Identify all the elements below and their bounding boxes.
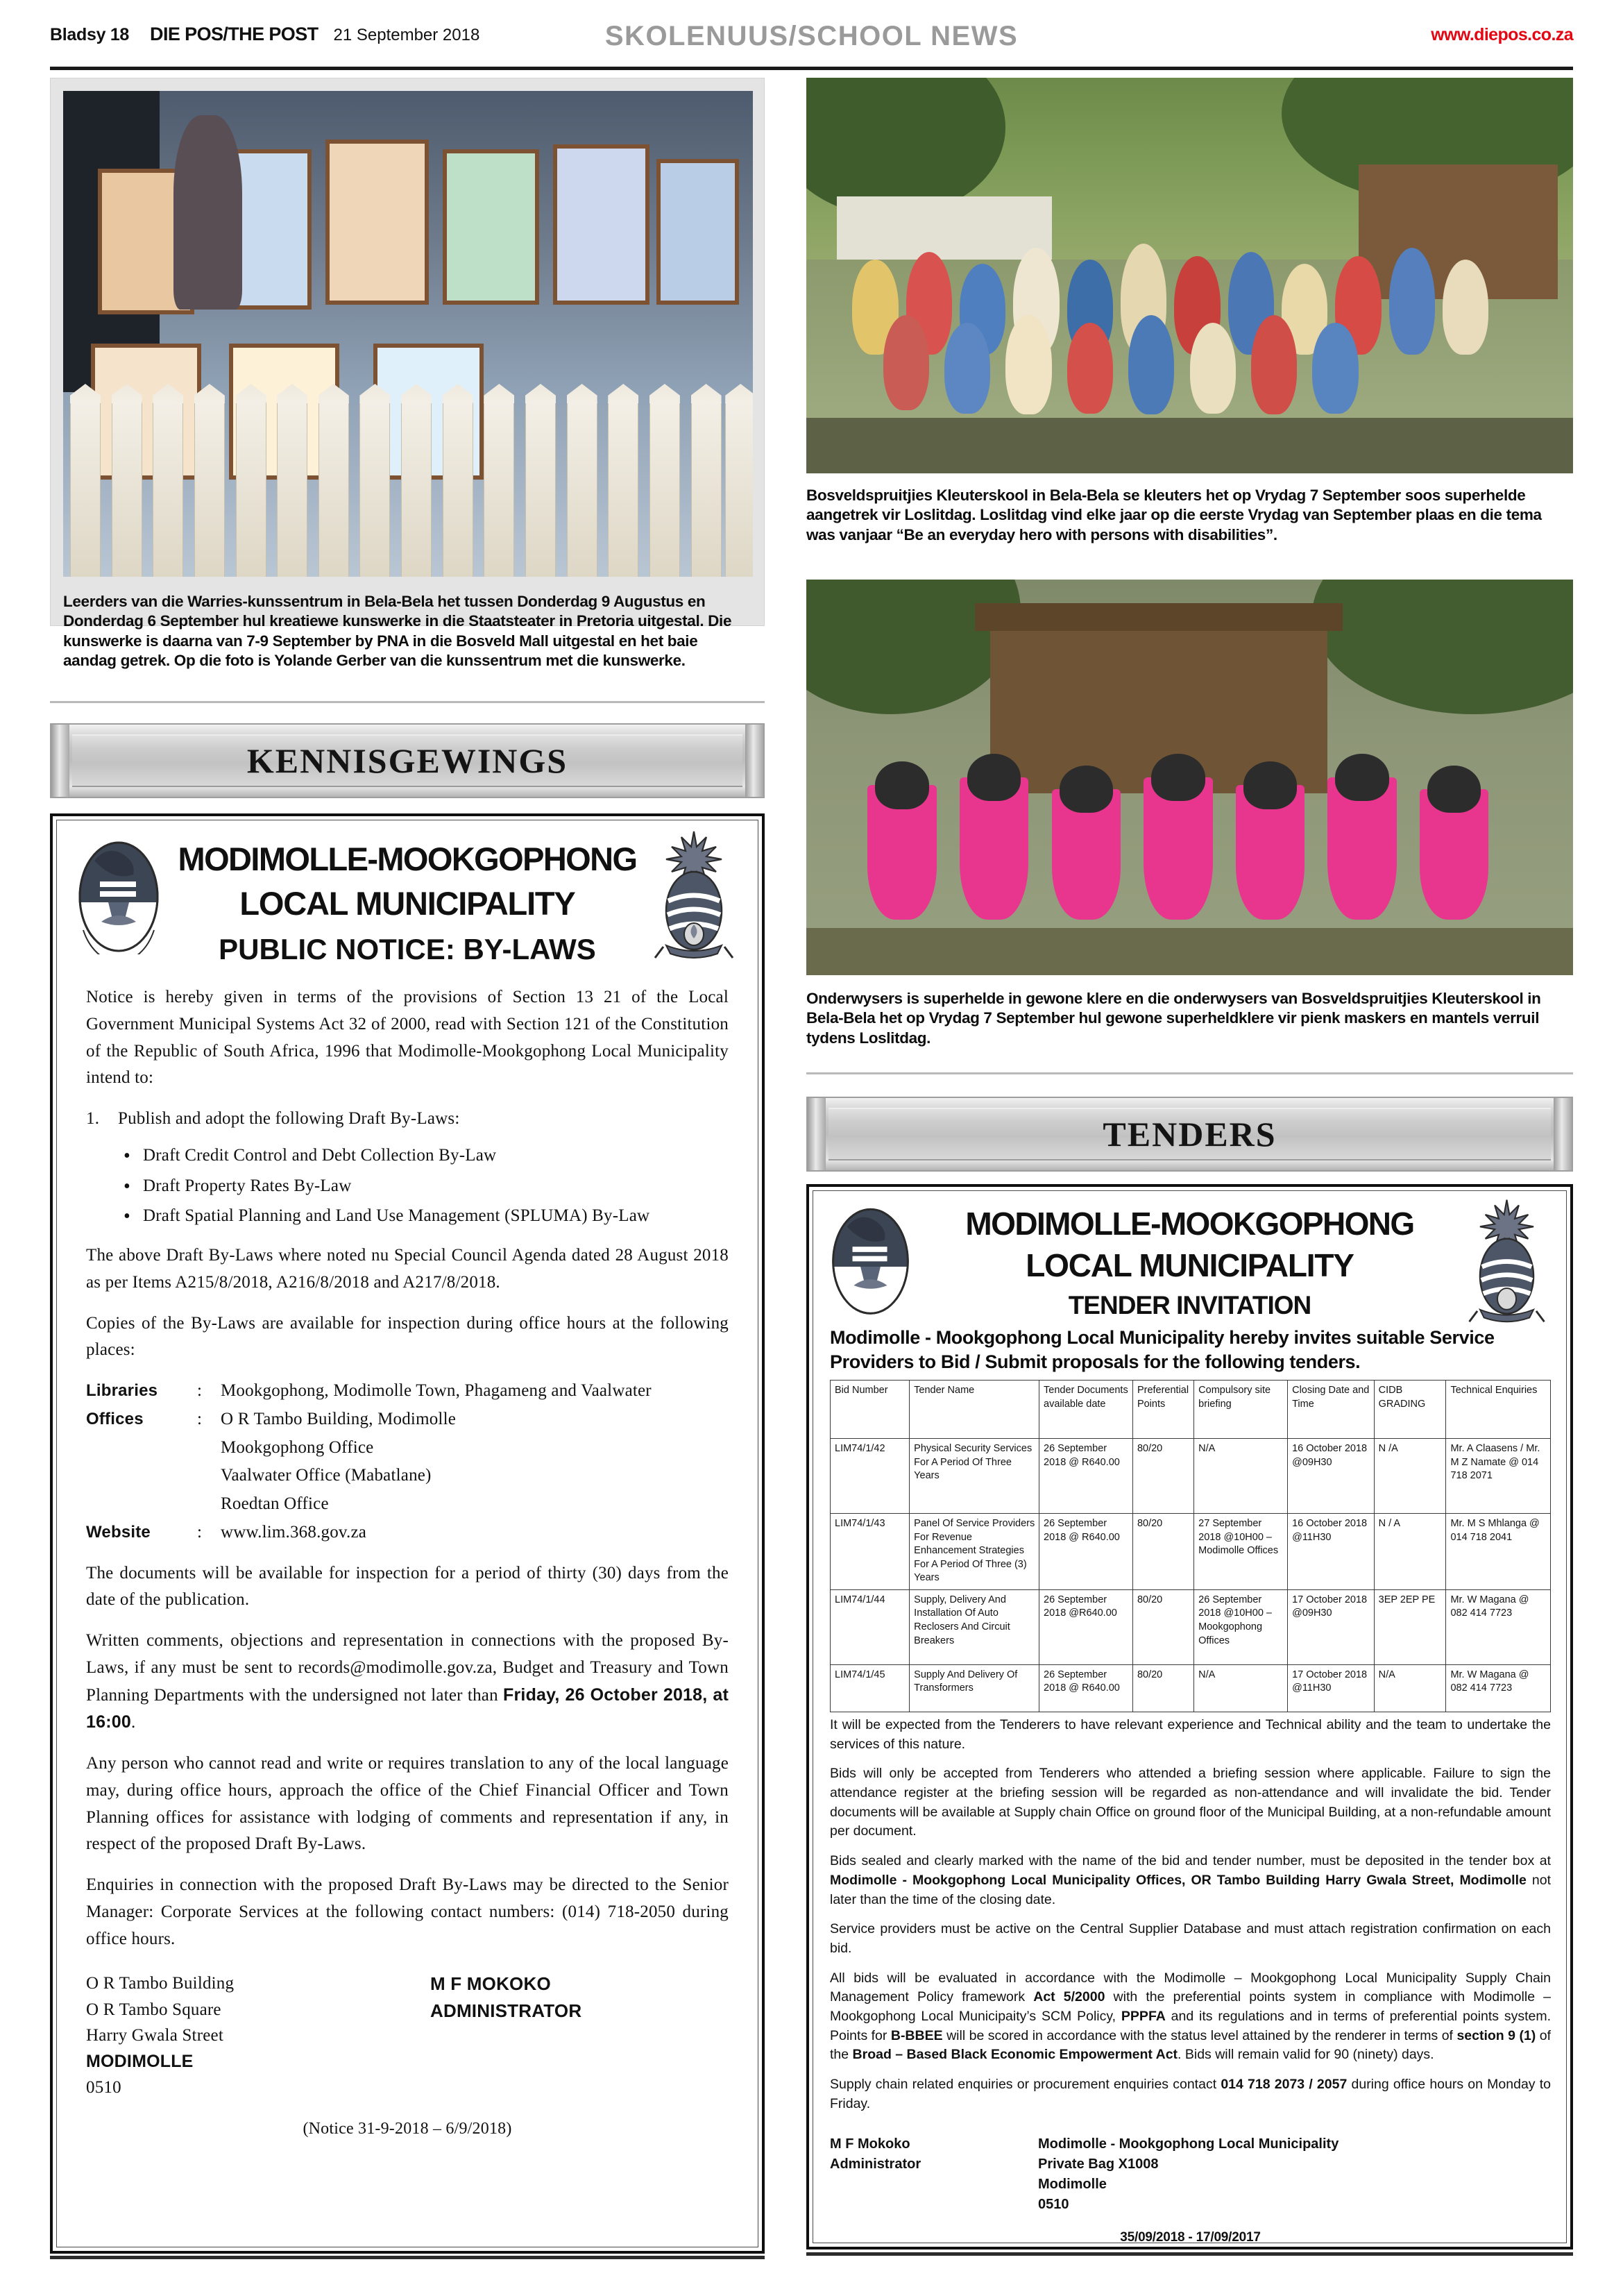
cell-briefing: N/A — [1194, 1664, 1288, 1712]
notices-banner — [50, 723, 765, 798]
right-photo-caption-2: Onderwysers is superhelde in gewone klere en die onderwysers van Bosveldspruitjies Kleuterskool in Bela-Bela het op Vrydag 7 September hul gewone superheldklere vir pienk maskers en mantels verruil tydens Loslitdag. — [806, 990, 1541, 1047]
supply-phone-bold: 014 718 2073 / 2057 — [1221, 2077, 1348, 2092]
sealed-address-bold: Modimolle - Mookgophong Local Municipality Offices, OR Tambo Building Harry Gwala Street, Modimolle — [830, 1872, 1527, 1888]
cell-documents-date: 26 September 2018 @ R640.00 — [1039, 1664, 1133, 1712]
masthead-rule — [50, 67, 1573, 70]
eval-pppfa-bold: PPPFA — [1121, 2008, 1166, 2024]
cell-documents-date: 26 September 2018 @R640.00 — [1039, 1589, 1133, 1664]
place-value: Vaalwater Office (Mabatlane) — [221, 1466, 432, 1485]
cell-points: 80/20 — [1132, 1589, 1193, 1664]
bylaw-notice-body — [86, 984, 729, 2142]
place-colon — [197, 1435, 221, 1462]
cell-tender-name: Physical Security Services For A Period Of Three Years — [910, 1439, 1039, 1514]
address-line: Modimolle — [1038, 2177, 1107, 2193]
section-title: SKOLENUUS/SCHOOL NEWS — [604, 21, 1019, 51]
eval-text-f: . Bids will remain valid for 90 (ninety) days. — [1178, 2047, 1434, 2063]
signatory-title: Administrator — [830, 2156, 921, 2172]
address-line: Private Bag X1008 — [1038, 2156, 1159, 2172]
tender-bottom-rule — [806, 2252, 1573, 2256]
supply-text-b: during office hours on Monday to Friday. — [830, 2077, 1551, 2111]
cell-bid-number: LIM74/1/42 — [831, 1439, 910, 1514]
place-label: Libraries — [86, 1381, 158, 1400]
cell-closing: 17 October 2018 @11H30 — [1288, 1664, 1375, 1712]
municipality-website-url[interactable]: www.lim.368.gov.za — [221, 1522, 367, 1542]
list-item: • Draft Credit Control and Debt Collection By-Law — [119, 1142, 729, 1170]
cell-points: 80/20 — [1132, 1664, 1193, 1712]
eval-bbbee-bold: B-BBEE — [890, 2027, 943, 2043]
website-url[interactable]: www.diepos.co.za — [1431, 25, 1573, 44]
bylaw-signatory-block — [430, 1970, 729, 2101]
place-label — [86, 1462, 197, 1489]
sealed-text-a: Bids sealed and clearly marked with the name of the bid and tender number, must be deposited in the tender box at — [830, 1853, 1551, 1869]
eval-text-a: All bids will be evaluated in accordance with the Modimolle – Mookgophong Local Municipality Supply Chain Management Policy framework — [830, 1970, 1551, 2005]
bylaw-municipality-name-line2: LOCAL MUNICIPALITY — [239, 885, 575, 922]
issue-date: 21 September 2018 — [333, 26, 480, 44]
comments-deadline: Friday, 26 October 2018, at 16:00 — [86, 1685, 729, 1732]
list-item: • Draft Spatial Planning and Land Use Management (SPLUMA) By-Law — [119, 1203, 729, 1230]
tender-address-block — [1038, 2134, 1551, 2215]
tender-body-text — [830, 1716, 1551, 2247]
bylaw-notice-reference: (Notice 31-9-2018 – 6/9/2018) — [303, 2119, 512, 2138]
place-row-website — [86, 1519, 729, 1546]
tender-table — [830, 1380, 1551, 1712]
table-row — [831, 1664, 1551, 1712]
place-value: Roedtan Office — [221, 1494, 329, 1513]
eval-text-b: with the preferential points system in compliance with Modimolle – Mookgophong Local Municipaity’s SCM Policy, — [830, 1989, 1552, 2024]
place-colon: : — [197, 1381, 203, 1400]
signatory-title: ADMINISTRATOR — [430, 2000, 582, 2022]
cell-tender-name: Panel Of Service Providers For Revenue Enhancement Strategies For A Period Of Three (3) Years — [910, 1514, 1039, 1590]
bylaw-item-text: Publish and adopt the following Draft By-Laws: — [118, 1109, 460, 1128]
address-line: Harry Gwala Street — [86, 2026, 223, 2045]
address-postal-code: 0510 — [86, 2078, 121, 2097]
place-colon: : — [197, 1409, 203, 1428]
cell-points: 80/20 — [1132, 1439, 1193, 1514]
cell-cidb: N /A — [1374, 1439, 1446, 1514]
cell-bid-number: LIM74/1/43 — [831, 1514, 910, 1590]
place-label: Website — [86, 1522, 151, 1542]
tender-sealed-paragraph — [830, 1852, 1551, 1909]
bylaw-notice-title: PUBLIC NOTICE: BY-LAWS — [219, 933, 596, 965]
column-header-tender-name: Tender Name — [910, 1381, 1039, 1439]
bylaw-enquiries-paragraph: Enquiries in connection with the proposed Draft By-Laws may be directed to the Senior Manager: Corporate Services at the following contact numbers: (014) 718-2050 during office hours. — [86, 1875, 729, 1948]
tender-lead-text: Modimolle - Mookgophong Local Municipality hereby invites suitable Service Providers to Bid / Submit proposals for the following tenders. — [830, 1327, 1495, 1372]
place-label — [86, 1491, 197, 1518]
page-number-label: Bladsy 18 — [50, 25, 130, 44]
right-column-divider — [806, 1072, 1573, 1074]
left-column-divider — [50, 701, 765, 703]
bylaw-translation-paragraph: Any person who cannot read and write or requires translation to any of the local language may, during office hours, approach the office of the Chief Financial Officer and Town Planning offices for assistance with lodging of comments and representation if any, in respect of the proposed Draft By-Laws. — [86, 1754, 729, 1854]
place-value: Mookgophong Office — [221, 1437, 374, 1457]
place-row — [86, 1406, 729, 1433]
cell-closing: 17 October 2018 @09H30 — [1288, 1589, 1375, 1664]
eval-text-d: will be scored in accordance with the status level attained by the renderer in terms of — [942, 2027, 1457, 2043]
bylaw-thirty-days-paragraph: The documents will be available for inspection for a period of thirty (30) days from the date of the publication. — [86, 1563, 729, 1610]
tender-supply-chain-paragraph — [830, 2075, 1551, 2113]
signatory-name: M F MOKOKO — [430, 1973, 551, 1995]
place-colon — [197, 1462, 221, 1489]
masthead — [50, 21, 1573, 64]
table-header-row — [831, 1381, 1551, 1439]
column-header-briefing: Compulsory site briefing — [1194, 1381, 1288, 1439]
place-row — [86, 1462, 729, 1489]
cell-points: 80/20 — [1132, 1514, 1193, 1590]
cell-enquiries: Mr. W Magana @ 082 414 7723 — [1446, 1589, 1551, 1664]
tender-municipality-name-line1: MODIMOLLE-MOOKGOPHONG — [965, 1206, 1414, 1242]
left-photo-caption: Leerders van die Warries-kunssentrum in Bela-Bela het tussen Donderdag 9 Augustus en Donderdag 6 September hul kreatiewe kunswerke in die Staatsteater in Pretoria uitgestal. Die kunswerke is daarna van 7-9 September by PNA in die Bosveld Mall uitgestal en het baie aandag getrek. Op die foto is Yolande Gerber van die kunssentrum met die kunswerke. — [63, 593, 732, 670]
column-header-closing: Closing Date and Time — [1288, 1381, 1375, 1439]
tender-notice-title: TENDER INVITATION — [1068, 1291, 1311, 1319]
bylaw-numbered-item — [86, 1106, 729, 1133]
tenders-banner-label: TENDERS — [1103, 1115, 1277, 1154]
place-row — [86, 1378, 729, 1405]
art-exhibition-photo — [63, 91, 753, 577]
notices-banner-label: KENNISGEWINGS — [246, 741, 568, 780]
right-photo-caption-1: Bosveldspruitjies Kleuterskool in Bela-Bela se kleuters het op Vrydag 7 September soos superhelde aangetrek vir Loslitdag. Loslitdag vind elke jaar op die eerste Vrydag van September plaas en die tema was vanjaar “Be an everyday hero with persons with disabilities”. — [806, 487, 1542, 543]
tender-notice-reference: 35/09/2018 - 17/09/2017 — [1120, 2230, 1261, 2245]
address-line: Modimolle - Mookgophong Local Municipality — [1038, 2136, 1339, 2152]
column-header-documents-date: Tender Documents available date — [1039, 1381, 1133, 1439]
cell-briefing: N/A — [1194, 1439, 1288, 1514]
place-row — [86, 1491, 729, 1518]
place-label: Offices — [86, 1409, 144, 1428]
bylaw-copies-paragraph: Copies of the By-Laws are available for inspection during office hours at the following places: — [86, 1313, 729, 1360]
column-header-bid-number: Bid Number — [831, 1381, 910, 1439]
eval-broadbased-bold: Broad – Based Black Economic Empowerment Act — [852, 2047, 1178, 2063]
tender-signature-block — [830, 2134, 1551, 2215]
eval-text-c: and its regulations and in terms of preferential points system. Points for — [830, 2008, 1551, 2043]
eval-text-e: of the — [830, 2027, 1551, 2063]
paper-name: DIE POS/THE POST — [150, 24, 318, 44]
teachers-superheroes-photo — [806, 580, 1573, 975]
cell-cidb: 3EP 2EP PE — [1374, 1589, 1446, 1664]
bylaw-intro-paragraph: Notice is hereby given in terms of the provisions of Section 13 21 of the Local Government Municipal Systems Act 32 of 2000, read with Section 121 of the Constitution of the Republic of South Africa, 1996 that Modimolle-Mookgophong Local Municipality intend to: — [86, 988, 729, 1088]
bylaw-notice-box — [50, 813, 765, 2254]
cell-briefing: 26 September 2018 @10H00 – Mookgophong Offices — [1194, 1589, 1288, 1664]
place-row — [86, 1435, 729, 1462]
cell-bid-number: LIM74/1/44 — [831, 1589, 910, 1664]
cell-closing: 16 October 2018 @09H30 — [1288, 1439, 1375, 1514]
address-postal-code: 0510 — [1038, 2197, 1069, 2213]
tender-csd-paragraph: Service providers must be active on the Central Supplier Database and must attach registration confirmation on each bid. — [830, 1921, 1551, 1956]
cell-closing: 16 October 2018 @11H30 — [1288, 1514, 1375, 1590]
bylaw-inspection-places — [86, 1378, 729, 1546]
cell-documents-date: 26 September 2018 @ R640.00 — [1039, 1514, 1133, 1590]
eval-section-bold: section 9 (1) — [1456, 2027, 1536, 2043]
column-header-cidb: CIDB GRADING — [1374, 1381, 1446, 1439]
cell-documents-date: 26 September 2018 @ R640.00 — [1039, 1439, 1133, 1514]
column-header-enquiries: Technical Enquiries — [1446, 1381, 1551, 1439]
address-town: MODIMOLLE — [86, 2051, 194, 2071]
cell-bid-number: LIM74/1/45 — [831, 1664, 910, 1712]
signatory-name: M F Mokoko — [830, 2136, 910, 2152]
tender-table-wrap — [830, 1380, 1551, 1712]
tender-briefing-paragraph: Bids will only be accepted from Tenderers who attended a briefing session where applicable. Failure to sign the attendance register at the briefing session will be regarded as non-attendance and will invalidate the bid. Tender documents will be available at Supply chain Office on ground floor of the Municipal Building, at a non-refundable amount per document. — [830, 1766, 1551, 1839]
bylaw-bottom-rule — [50, 2256, 765, 2259]
tender-signatory-block — [830, 2134, 1038, 2215]
bylaw-comments-paragraph — [86, 1628, 729, 1737]
place-colon — [197, 1491, 221, 1518]
table-row — [831, 1439, 1551, 1514]
bylaw-address-block — [86, 1970, 430, 2101]
table-row — [831, 1589, 1551, 1664]
list-item: • Draft Property Rates By-Law — [119, 1173, 729, 1200]
column-header-points: Preferential Points — [1132, 1381, 1193, 1439]
cell-enquiries: Mr. W Magana @ 082 414 7723 — [1446, 1664, 1551, 1712]
tender-experience-paragraph: It will be expected from the Tenderers to have relevant experience and Technical ability and the team to undertake the services of this nature. — [830, 1717, 1551, 1752]
cell-briefing: 27 September 2018 @10H00 – Modimolle Offices — [1194, 1514, 1288, 1590]
address-line: O R Tambo Square — [86, 2000, 221, 2019]
comments-text-b: . — [130, 1713, 136, 1732]
address-line: O R Tambo Building — [86, 1974, 235, 1993]
place-label — [86, 1435, 197, 1462]
cell-cidb: N/A — [1374, 1664, 1446, 1712]
cell-enquiries: Mr. A Claasens / Mr. M Z Namate @ 014 718 2071 — [1446, 1439, 1551, 1514]
tenders-banner — [806, 1097, 1573, 1172]
place-value: Mookgophong, Modimolle Town, Phagameng and Vaalwater — [221, 1381, 652, 1400]
left-photo-block — [50, 78, 765, 670]
bylaw-signature-block — [86, 1970, 729, 2101]
table-row — [831, 1514, 1551, 1590]
eval-act-bold: Act 5/2000 — [1033, 1989, 1105, 2005]
tender-evaluation-paragraph — [830, 1969, 1551, 2065]
cell-tender-name: Supply, Delivery And Installation Of Auto Reclosers And Circuit Breakers — [910, 1589, 1039, 1664]
tender-notice-box — [806, 1184, 1573, 2249]
kindergarten-superheroes-photo — [806, 78, 1573, 473]
tender-municipality-name-line2: LOCAL MUNICIPALITY — [1026, 1247, 1354, 1283]
comments-text-a: Written comments, objections and representation in connections with the proposed By-Laws, if any must be sent to records@modimolle.gov.za, Budget and Treasury and Town Planning Departments with the undersigned not later than — [86, 1631, 729, 1705]
cell-tender-name: Supply And Delivery Of Transformers — [910, 1664, 1039, 1712]
sealed-text-b: not later than the time of the closing date. — [830, 1872, 1551, 1907]
cell-cidb: N / A — [1374, 1514, 1446, 1590]
bylaw-item-number: 1. — [86, 1109, 100, 1128]
supply-text-a: Supply chain related enquiries or procurement enquiries contact — [830, 2077, 1221, 2092]
bylaw-municipality-name-line1: MODIMOLLE-MOOKGOPHONG — [178, 841, 637, 877]
place-colon: : — [197, 1522, 203, 1542]
bylaw-list — [119, 1142, 729, 1230]
cell-enquiries: Mr. M S Mhlanga @ 014 718 2041 — [1446, 1514, 1551, 1590]
bylaw-council-agenda-paragraph: The above Draft By-Laws where noted nu Special Council Agenda dated 28 August 2018 as per Items A215/8/2018, A216/8/2018 and A217/8/2018. — [86, 1246, 729, 1292]
place-value: O R Tambo Building, Modimolle — [221, 1409, 457, 1428]
